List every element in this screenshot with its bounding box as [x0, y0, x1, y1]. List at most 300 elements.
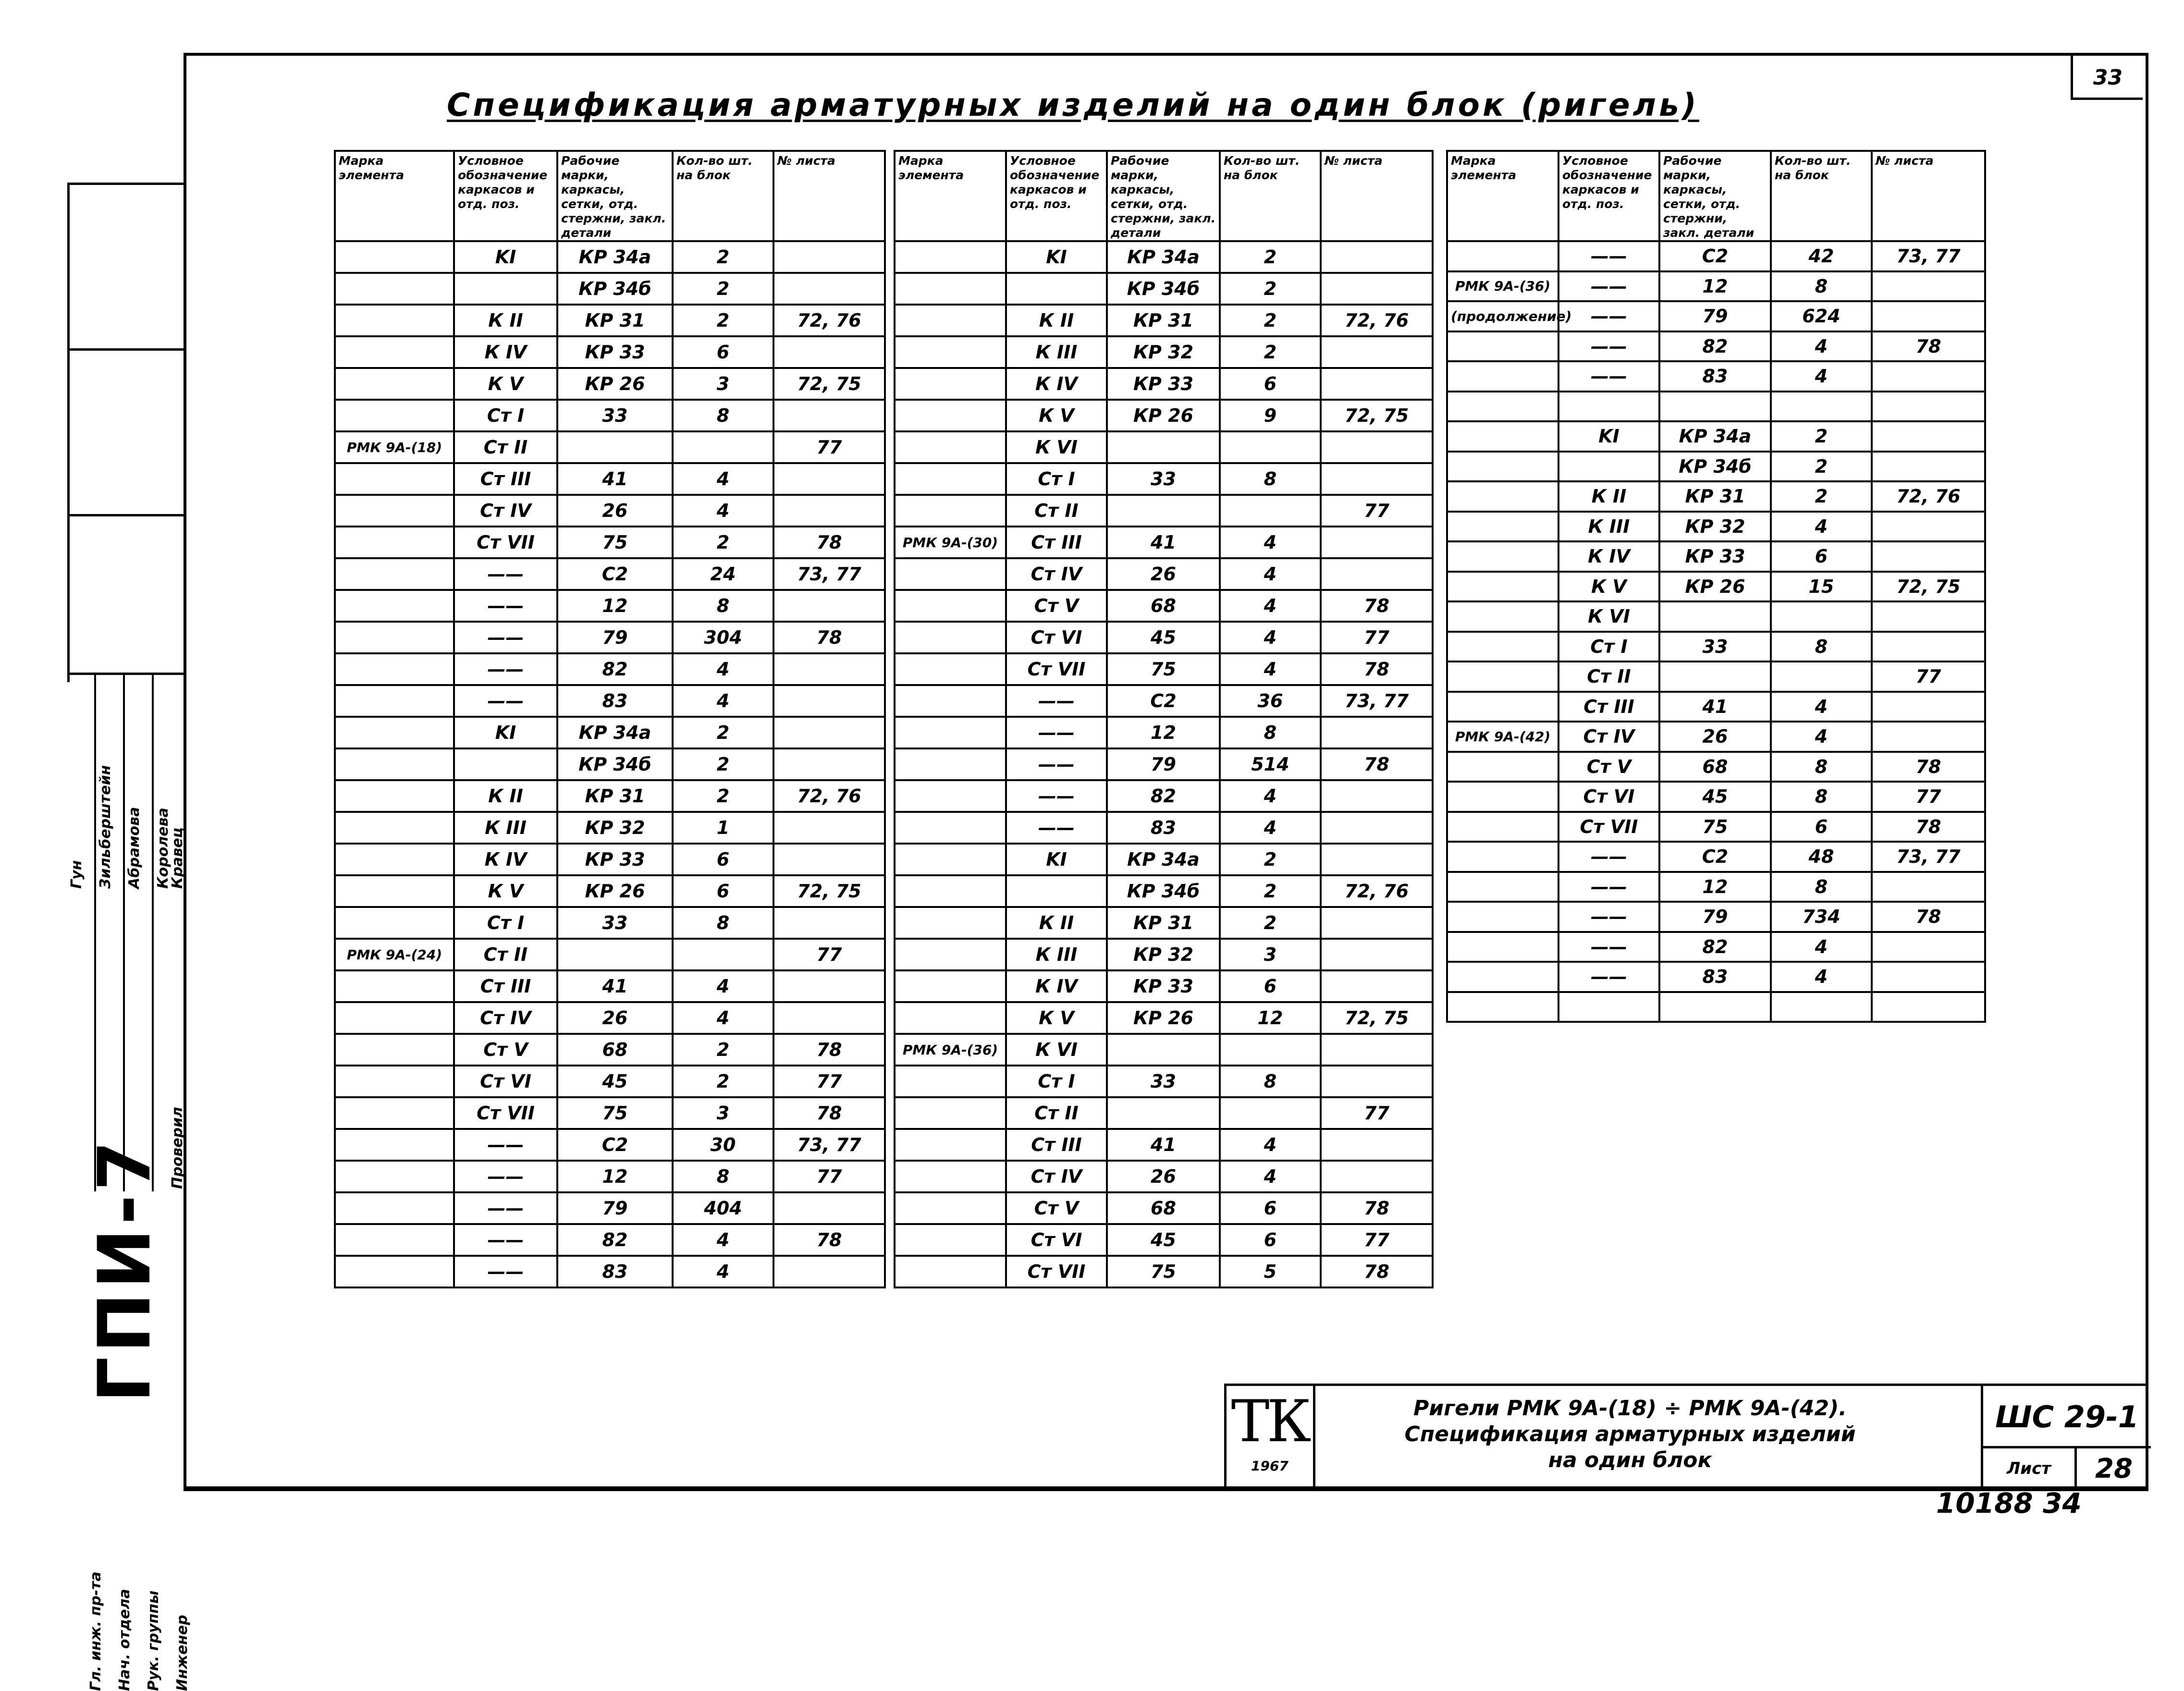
symbol-cell: Ст VII [1006, 1256, 1107, 1287]
sheet-cell: 77 [773, 1161, 885, 1192]
table-row [1447, 902, 1985, 932]
table-row [895, 780, 1433, 812]
quantity-cell: 2 [673, 527, 773, 558]
mark-cell [1447, 632, 1558, 662]
quantity-cell: 4 [1220, 622, 1321, 653]
header-cell: Условное обозначение каркасов и отд. поз. [1006, 151, 1107, 241]
mark-cell [895, 1192, 1006, 1224]
item-cell: 45 [1107, 1224, 1220, 1256]
quantity-cell: 2 [1220, 305, 1321, 336]
mark-cell [1447, 932, 1558, 962]
spec-table-1 [334, 150, 886, 1288]
item-cell: 45 [1107, 622, 1220, 653]
mark-cell: (продолжение) [1447, 301, 1558, 331]
sheet-cell [1872, 962, 1985, 992]
table-row [1447, 662, 1985, 692]
mark-cell [895, 1002, 1006, 1034]
item-cell: 41 [1107, 527, 1220, 558]
symbol-cell: —— [454, 622, 557, 653]
item-cell: С2 [557, 558, 673, 590]
mark-cell [1447, 541, 1558, 572]
quantity-cell: 304 [673, 622, 773, 653]
mark-cell: РМК 9А-(24) [335, 939, 454, 970]
quantity-cell: 8 [1771, 632, 1872, 662]
sheet-cell [773, 400, 885, 431]
symbol-cell: —— [1006, 685, 1107, 717]
symbol-cell: —— [1558, 241, 1659, 271]
mark-cell [895, 907, 1006, 939]
stamp-description: Ригели РМК 9А-(18) ÷ РМК 9А-(42). Спецификация арматурных изделий на один блок [1404, 1396, 1856, 1472]
item-cell: КР 32 [1659, 512, 1771, 542]
mark-cell [895, 939, 1006, 970]
table-row [895, 305, 1433, 336]
symbol-cell: Ст III [1558, 692, 1659, 722]
mark-cell [335, 590, 454, 622]
item-cell: 41 [557, 463, 673, 495]
quantity-cell: 4 [1220, 812, 1321, 844]
item-cell [1659, 662, 1771, 692]
sheet-cell [773, 844, 885, 875]
quantity-cell: 5 [1220, 1256, 1321, 1287]
table-row [1447, 962, 1985, 992]
header-cell: № листа [1321, 151, 1433, 241]
item-cell: КР 26 [1107, 400, 1220, 431]
sheet-cell [773, 1256, 885, 1287]
table-row [895, 1129, 1433, 1161]
item-cell: КР 31 [557, 305, 673, 336]
item-cell: 68 [1107, 590, 1220, 622]
table-row [335, 368, 885, 400]
sheet-cell [1321, 907, 1433, 939]
sheet-cell [1321, 780, 1433, 812]
mark-cell [895, 590, 1006, 622]
sheet-cell [1872, 452, 1985, 482]
sheet-cell [773, 1192, 885, 1224]
table-row [1447, 271, 1985, 302]
mark-cell [1447, 692, 1558, 722]
symbol-cell: Ст III [454, 970, 557, 1002]
symbol-cell: Ст V [1006, 1192, 1107, 1224]
table-row [335, 907, 885, 939]
quantity-cell: 4 [1771, 692, 1872, 722]
quantity-cell: 8 [673, 1161, 773, 1192]
role-4: Инженер [174, 1615, 191, 1691]
sheet-cell [1872, 361, 1985, 392]
item-cell: 75 [1107, 1256, 1220, 1287]
quantity-cell: 4 [1771, 361, 1872, 392]
quantity-cell: 6 [673, 336, 773, 368]
symbol-cell: К VI [1006, 1034, 1107, 1066]
mark-cell [335, 1192, 454, 1224]
symbol-cell: К IV [1006, 970, 1107, 1002]
symbol-cell: —— [1558, 271, 1659, 302]
item-cell: 79 [557, 622, 673, 653]
item-cell [1659, 601, 1771, 632]
item-cell: КР 34б [1107, 273, 1220, 305]
mark-cell [895, 1129, 1006, 1161]
sheet-cell [773, 970, 885, 1002]
item-cell [1659, 392, 1771, 422]
table-row [895, 1097, 1433, 1129]
sheet-cell [1872, 512, 1985, 542]
sheet-cell [1321, 336, 1433, 368]
symbol-cell: —— [454, 1161, 557, 1192]
table-row [335, 400, 885, 431]
table-row [895, 748, 1433, 780]
item-cell: 79 [557, 1192, 673, 1224]
sheet-cell: 72, 75 [1321, 1002, 1433, 1034]
sheet-cell [1321, 527, 1433, 558]
sheet-cell: 78 [1872, 331, 1985, 362]
table-row [335, 1002, 885, 1034]
mark-cell [895, 336, 1006, 368]
mark-cell [335, 748, 454, 780]
quantity-cell: 6 [1771, 812, 1872, 842]
mark-cell: РМК 9А-(42) [1447, 722, 1558, 752]
table-row [1447, 632, 1985, 662]
sheet-cell [773, 336, 885, 368]
sheet-cell [773, 717, 885, 748]
item-cell: КР 26 [557, 368, 673, 400]
sheet-cell [1321, 368, 1433, 400]
table-row [895, 241, 1433, 273]
mark-cell [335, 970, 454, 1002]
item-cell: КР 32 [557, 812, 673, 844]
sheet-cell: 72, 75 [773, 368, 885, 400]
sheet-cell [773, 463, 885, 495]
item-cell: С2 [1659, 842, 1771, 872]
item-cell: КР 33 [1659, 541, 1771, 572]
symbol-cell: —— [454, 1129, 557, 1161]
item-cell: 79 [1659, 902, 1771, 932]
mark-cell [1447, 872, 1558, 902]
mark-cell [335, 653, 454, 685]
mark-cell [335, 812, 454, 844]
quantity-cell: 2 [1220, 875, 1321, 907]
symbol-cell: Ст VI [1006, 1224, 1107, 1256]
mark-cell [335, 336, 454, 368]
table-row [1447, 842, 1985, 872]
sheet-cell [1321, 463, 1433, 495]
symbol-cell: Ст III [454, 463, 557, 495]
sheet-cell [1321, 431, 1433, 463]
item-cell: 68 [1107, 1192, 1220, 1224]
symbol-cell: Ст V [1006, 590, 1107, 622]
table-row [895, 527, 1433, 558]
table-row [1447, 872, 1985, 902]
item-cell: 12 [1659, 872, 1771, 902]
table-row [335, 875, 885, 907]
symbol-cell: —— [1006, 812, 1107, 844]
mark-cell [335, 780, 454, 812]
quantity-cell: 4 [673, 495, 773, 527]
mark-cell [1447, 392, 1558, 422]
sheet-cell [1321, 939, 1433, 970]
quantity-cell: 8 [1220, 1066, 1321, 1097]
quantity-cell: 6 [1220, 1192, 1321, 1224]
quantity-cell: 15 [1771, 572, 1872, 602]
sheet-cell: 78 [1321, 590, 1433, 622]
quantity-cell: 4 [1220, 653, 1321, 685]
table-row [895, 844, 1433, 875]
mark-cell [895, 685, 1006, 717]
tk-logo: ТК 1967 [1227, 1386, 1315, 1489]
mark-cell [335, 463, 454, 495]
quantity-cell: 8 [673, 590, 773, 622]
sheet-cell [1872, 992, 1985, 1022]
quantity-cell: 2 [1771, 452, 1872, 482]
item-cell: 33 [557, 907, 673, 939]
header-cell: Рабочие марки, каркасы, сетки, отд. стержни, закл. детали [557, 151, 673, 241]
sheet-cell [773, 748, 885, 780]
mark-cell [895, 558, 1006, 590]
symbol-cell: —— [1006, 717, 1107, 748]
sheet-cell [1872, 271, 1985, 302]
mark-cell [895, 495, 1006, 527]
item-cell: 41 [1107, 1129, 1220, 1161]
quantity-cell: 6 [1771, 541, 1872, 572]
item-cell: КР 31 [1107, 305, 1220, 336]
sheet-cell [1321, 241, 1433, 273]
sheet-cell: 77 [773, 939, 885, 970]
table-row [895, 400, 1433, 431]
symbol-cell: К V [1006, 1002, 1107, 1034]
mark-cell [335, 368, 454, 400]
table-row [895, 1066, 1433, 1097]
mark-cell [1447, 481, 1558, 512]
table-row [335, 1034, 885, 1066]
quantity-cell: 2 [1220, 907, 1321, 939]
item-cell: КР 34а [1107, 844, 1220, 875]
sheet-cell: 78 [773, 527, 885, 558]
item-cell: 79 [1107, 748, 1220, 780]
sheet-cell: 77 [1321, 622, 1433, 653]
item-cell: 83 [1659, 962, 1771, 992]
quantity-cell: 4 [1220, 1161, 1321, 1192]
item-cell: КР 31 [557, 780, 673, 812]
sheet-cell [1321, 1129, 1433, 1161]
mark-cell [335, 1224, 454, 1256]
symbol-cell: К III [454, 812, 557, 844]
table-row [1447, 512, 1985, 542]
quantity-cell: 42 [1771, 241, 1872, 271]
table-row [1447, 782, 1985, 812]
quantity-cell: 2 [673, 241, 773, 273]
sheet-cell [1321, 558, 1433, 590]
table-row [335, 463, 885, 495]
symbol-cell: К II [1006, 907, 1107, 939]
header-cell: Кол-во шт. на блок [1220, 151, 1321, 241]
mark-cell [895, 812, 1006, 844]
mark-cell [1447, 421, 1558, 452]
item-cell: КР 33 [557, 336, 673, 368]
symbol-cell: —— [1558, 932, 1659, 962]
role-5: Проверил [169, 1107, 186, 1189]
table-row [335, 1066, 885, 1097]
quantity-cell [1220, 1034, 1321, 1066]
symbol-cell: Ст IV [1006, 1161, 1107, 1192]
sheet-cell [773, 273, 885, 305]
item-cell: КР 32 [1107, 939, 1220, 970]
quantity-cell: 2 [1771, 421, 1872, 452]
item-cell: КР 31 [1107, 907, 1220, 939]
symbol-cell: Ст VII [454, 1097, 557, 1129]
quantity-cell: 4 [1771, 932, 1872, 962]
mark-cell [1447, 512, 1558, 542]
sheet-cell [1321, 812, 1433, 844]
table-row [335, 939, 885, 970]
table-row [335, 1256, 885, 1287]
mark-cell [895, 875, 1006, 907]
item-cell: 75 [557, 527, 673, 558]
table-row [895, 1161, 1433, 1192]
item-cell: С2 [1659, 241, 1771, 271]
quantity-cell [673, 431, 773, 463]
item-cell: 33 [1107, 1066, 1220, 1097]
mark-cell: РМК 9А-(36) [1447, 271, 1558, 302]
item-cell: 83 [557, 1256, 673, 1287]
mark-cell [895, 1256, 1006, 1287]
table-row [895, 1192, 1433, 1224]
symbol-cell: К VI [1558, 601, 1659, 632]
item-cell: КР 32 [1107, 336, 1220, 368]
symbol-cell: Ст VI [454, 1066, 557, 1097]
sheet-cell [1321, 1161, 1433, 1192]
sheet-number-top: 33 [2071, 56, 2143, 100]
quantity-cell: 624 [1771, 301, 1872, 331]
mark-cell [895, 1066, 1006, 1097]
table-row [895, 463, 1433, 495]
item-cell: КР 34б [557, 748, 673, 780]
mark-cell [335, 495, 454, 527]
symbol-cell: KI [1558, 421, 1659, 452]
item-cell: 75 [1659, 812, 1771, 842]
quantity-cell: 8 [1771, 782, 1872, 812]
table-row [1447, 932, 1985, 962]
quantity-cell: 6 [1220, 1224, 1321, 1256]
role-1: Гл. инж. пр-та [87, 1571, 104, 1691]
name-3: Абрамова [126, 807, 143, 889]
mark-cell [335, 1034, 454, 1066]
symbol-cell: К VI [1006, 431, 1107, 463]
symbol-cell: —— [1558, 842, 1659, 872]
symbol-cell: К III [1006, 939, 1107, 970]
sheet-cell [773, 653, 885, 685]
header-cell: Рабочие марки, каркасы, сетки, отд. стержни, закл. детали [1107, 151, 1220, 241]
table-row [1447, 421, 1985, 452]
table-row [895, 495, 1433, 527]
mark-cell [1447, 812, 1558, 842]
quantity-cell: 3 [1220, 939, 1321, 970]
symbol-cell [1558, 392, 1659, 422]
item-cell [1107, 1034, 1220, 1066]
side-code: ГПИ-7 [83, 1137, 167, 1403]
quantity-cell: 514 [1220, 748, 1321, 780]
table-row [335, 590, 885, 622]
sheet-cell: 73, 77 [1872, 842, 1985, 872]
quantity-cell: 4 [1771, 722, 1872, 752]
table-row [335, 622, 885, 653]
table-row [1447, 992, 1985, 1022]
quantity-cell: 24 [673, 558, 773, 590]
sheet-cell [773, 1002, 885, 1034]
quantity-cell [1220, 431, 1321, 463]
sheet-cell [773, 812, 885, 844]
header-cell: Кол-во шт. на блок [1771, 151, 1872, 241]
header-cell: № листа [773, 151, 885, 241]
sheet-cell [773, 907, 885, 939]
quantity-cell: 2 [1220, 241, 1321, 273]
quantity-cell [1771, 662, 1872, 692]
table-row [895, 717, 1433, 748]
mark-cell [335, 1161, 454, 1192]
table-row [895, 685, 1433, 717]
mark-cell [1447, 452, 1558, 482]
symbol-cell: —— [454, 685, 557, 717]
table-row [335, 241, 885, 273]
item-cell: С2 [1107, 685, 1220, 717]
item-cell: 79 [1659, 301, 1771, 331]
item-cell: 33 [557, 400, 673, 431]
symbol-cell: KI [1006, 844, 1107, 875]
item-cell [557, 431, 673, 463]
item-cell: КР 26 [557, 875, 673, 907]
item-cell [557, 939, 673, 970]
quantity-cell: 4 [673, 463, 773, 495]
table-row [335, 1097, 885, 1129]
symbol-cell: К V [1006, 400, 1107, 431]
quantity-cell: 48 [1771, 842, 1872, 872]
sheet-cell [1872, 301, 1985, 331]
quantity-cell: 6 [673, 844, 773, 875]
quantity-cell: 2 [673, 273, 773, 305]
item-cell: КР 26 [1659, 572, 1771, 602]
mark-cell [335, 685, 454, 717]
sheet-cell [1872, 872, 1985, 902]
quantity-cell: 2 [1771, 481, 1872, 512]
mark-cell [335, 273, 454, 305]
sheet-cell: 72, 75 [1872, 572, 1985, 602]
stamp-code: ШС 29-1 [1981, 1386, 2151, 1448]
mark-cell [1447, 572, 1558, 602]
quantity-cell: 3 [673, 1097, 773, 1129]
symbol-cell: Ст VI [1006, 622, 1107, 653]
sheet-cell [773, 241, 885, 273]
symbol-cell [1006, 875, 1107, 907]
symbol-cell: Ст III [1006, 1129, 1107, 1161]
symbol-cell: KI [454, 241, 557, 273]
symbol-cell: —— [1558, 301, 1659, 331]
symbol-cell: —— [1558, 361, 1659, 392]
sheet-cell: 77 [1321, 1224, 1433, 1256]
symbol-cell: Ст V [1558, 752, 1659, 782]
quantity-cell: 1 [673, 812, 773, 844]
mark-cell [895, 368, 1006, 400]
table-row [335, 495, 885, 527]
symbol-cell: К III [1558, 512, 1659, 542]
symbol-cell: К V [454, 368, 557, 400]
symbol-cell [454, 273, 557, 305]
name-1: Гун [68, 860, 85, 889]
sheet-cell: 72, 76 [1872, 481, 1985, 512]
table-row [895, 622, 1433, 653]
item-cell: 26 [1107, 558, 1220, 590]
table-row [335, 558, 885, 590]
mark-cell [335, 1097, 454, 1129]
sheet-cell: 73, 77 [773, 1129, 885, 1161]
symbol-cell: —— [454, 653, 557, 685]
table-row [1447, 601, 1985, 632]
